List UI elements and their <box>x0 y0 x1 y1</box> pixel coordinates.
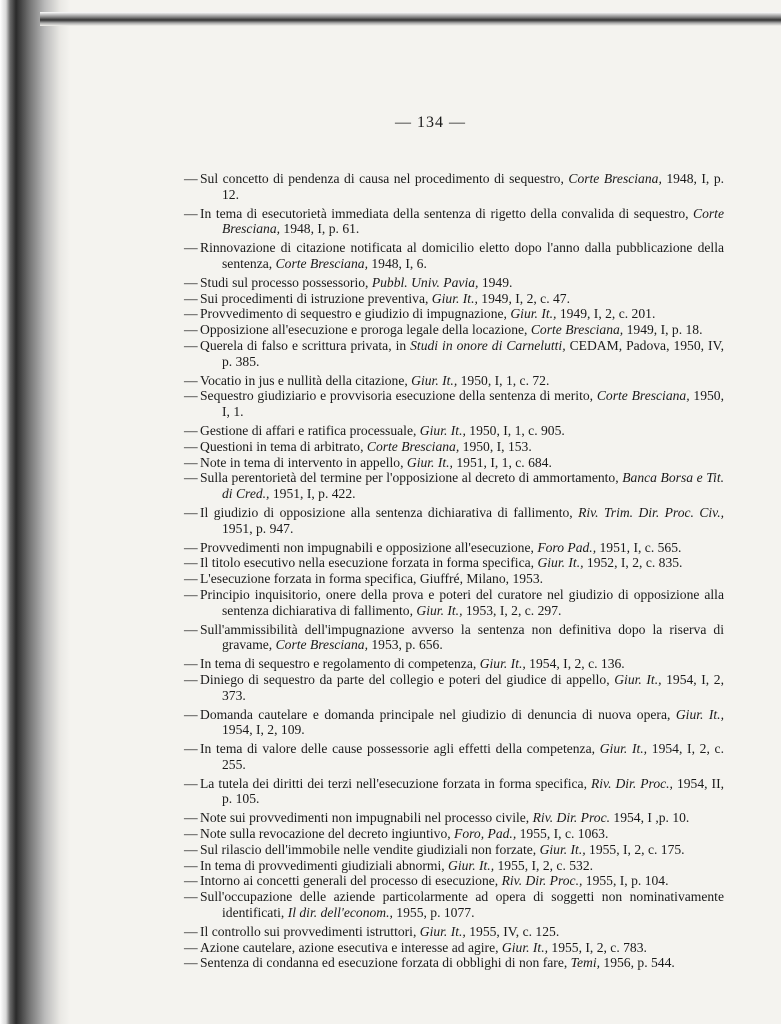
bibliography-entry <box>184 439 724 455</box>
bibliography-entry <box>184 171 724 203</box>
entry-text: Sentenza di condanna ed esecuzione forzata di obblighi di non fare, <box>200 955 571 971</box>
entry-source: Giur. It., <box>411 372 458 388</box>
entry-text: Sull'occupazione delle aziende particolarmente ad opera di soggetti non nominativamente identificati, <box>200 889 724 921</box>
entry-text: 1952, I, 2, c. 835. <box>583 555 683 571</box>
entry-text: 1949, I, p. 18. <box>623 322 703 338</box>
entry-source: Riv. Trim. Dir. Proc. Civ., <box>578 504 725 520</box>
entry-text: In tema di provvedimenti giudiziali abnormi, <box>200 857 449 873</box>
entry-source: Pubbl. Univ. Pavia, <box>371 274 479 290</box>
bibliography-entry <box>184 924 724 940</box>
bibliography-entry <box>184 955 724 971</box>
entry-dash: — <box>184 555 198 571</box>
entry-dash: — <box>184 539 198 555</box>
entry-text: Intorno ai concetti generali del processo di esecuzione, <box>200 873 502 889</box>
entry-text: 1954, I, 2, 109. <box>222 722 305 738</box>
entry-text: Il giudizio di opposizione alla sentenza dichiarativa di fallimento, <box>200 504 579 520</box>
entry-text: 1951, I, p. 422. <box>269 486 356 502</box>
entry-source: Foro Pad., <box>537 539 597 555</box>
entry-text: 1954, I, 2, c. 255. <box>222 741 724 772</box>
entry-text: In tema di valore delle cause possessorie agli effetti della competenza, <box>200 741 600 757</box>
entry-dash: — <box>184 656 198 672</box>
bibliography-list <box>184 171 724 971</box>
entry-text: Opposizione all'esecuzione e proroga legale della locazione, <box>200 322 531 338</box>
entry-source: Giur. It., <box>479 656 526 672</box>
entry-source: Riv. Dir. Proc. <box>532 810 611 826</box>
entry-text: In tema di sequestro e regolamento di competenza, <box>200 656 480 672</box>
entry-dash: — <box>184 571 198 587</box>
entry-dash: — <box>184 775 198 791</box>
scan-top-edge <box>40 12 781 26</box>
entry-dash: — <box>184 205 198 221</box>
entry-text: In tema di esecutorietà immediata della sentenza di rigetto della convalida di sequestro, <box>200 205 694 221</box>
entry-text: 1955, I, 2, c. 532. <box>494 857 594 873</box>
entry-source: Corte Bresciana, <box>275 637 368 653</box>
entry-text: Sui procedimenti di istruzione preventiva, <box>200 290 432 306</box>
entry-source: Riv. Dir. Proc., <box>501 873 583 889</box>
entry-dash: — <box>184 171 198 186</box>
entry-source: Giur. It., <box>599 741 648 757</box>
entry-source: Riv. Dir. Proc., <box>590 775 673 791</box>
entry-dash: — <box>184 470 198 486</box>
entry-text: Provvedimento di sequestro e giudizio di impugnazione, <box>200 306 511 322</box>
entry-dash: — <box>184 671 198 687</box>
entry-text: 1955, I, p. 104. <box>582 873 669 889</box>
bibliography-entry <box>184 810 724 826</box>
entry-dash: — <box>184 290 198 306</box>
bibliography-entry <box>184 505 724 537</box>
entry-source: Foro, Pad., <box>454 826 517 842</box>
entry-text: 1949, I, 2, c. 47. <box>477 290 570 306</box>
entry-text: Principio inquisitorio, onere della prova e poteri del curatore nel giudizio di opposizione alla sentenza dichiarativa di fallimento, <box>200 586 724 618</box>
entry-text: Provvedimenti non impugnabili e opposizione all'esecuzione, <box>200 539 538 555</box>
bibliography-entry <box>184 275 724 291</box>
entry-source: Giur. It., <box>510 306 557 322</box>
entry-dash: — <box>184 841 198 857</box>
entry-text: 1954, I ,p. 10. <box>610 810 690 826</box>
entry-text: 1950, I, 1, c. 72. <box>457 372 550 388</box>
bibliography-entry <box>184 707 724 739</box>
bibliography-entry <box>184 889 724 921</box>
entry-text: L'esecuzione forzata in forma specifica, Giuffré, Milano, 1953. <box>200 571 544 587</box>
bibliography-entry <box>184 571 724 587</box>
bibliography-entry <box>184 240 724 272</box>
entry-dash: — <box>184 454 198 470</box>
entry-dash: — <box>184 322 198 338</box>
entry-text: Note sui provvedimenti non impugnabili nel processo civile, <box>200 810 533 826</box>
entry-source: Corte Bresciana, <box>530 322 624 338</box>
bibliography-entry <box>184 741 724 773</box>
entry-dash: — <box>184 388 198 404</box>
bibliography-entry <box>184 940 724 956</box>
bibliography-entry <box>184 622 724 654</box>
page-number: — 134 — <box>395 114 466 131</box>
entry-text: CEDAM, Padova, 1950, IV, p. 385. <box>222 337 725 369</box>
bibliography-entry <box>184 555 724 571</box>
entry-text: Sequestro giudiziario e provvisoria esecuzione della sentenza di merito, <box>200 388 597 404</box>
entry-dash: — <box>184 372 198 388</box>
entry-text: 1953, p. 656. <box>367 637 443 653</box>
entry-text: 1950, I, 1. <box>222 388 724 420</box>
bibliography-entry <box>184 306 724 322</box>
entry-text: Sul rilascio dell'immobile nelle vendite giudiziali non forzate, <box>200 841 540 857</box>
entry-text: Note sulla revocazione del decreto ingiuntivo, <box>200 826 455 842</box>
entry-text: Questioni in tema di arbitrato, <box>200 438 367 454</box>
entry-dash: — <box>184 274 198 290</box>
entry-text: Azione cautelare, azione esecutiva e interesse ad agire, <box>200 939 502 955</box>
bibliography-entry <box>184 388 724 420</box>
entry-text: 1950, I, 1, c. 905. <box>465 422 565 438</box>
entry-source: Corte Bresciana, <box>222 205 724 237</box>
entry-text: Sul concetto di pendenza di causa nel procedimento di sequestro, <box>200 171 569 186</box>
entry-text: Studi sul processo possessorio, <box>200 274 372 290</box>
bibliography-entry <box>184 206 724 238</box>
entry-text: Il controllo sui provvedimenti istruttori, <box>200 923 420 939</box>
entry-source: Corte Bresciana, <box>568 171 662 186</box>
entry-text: Sull'ammissibilità dell'impugnazione avverso la sentenza non definitiva dopo la riserva di gravame, <box>200 621 724 653</box>
entry-text: 1954, II, p. 105. <box>222 775 724 807</box>
entry-text: 1953, I, 2, c. 297. <box>462 602 562 618</box>
entry-dash: — <box>184 873 198 889</box>
entry-source: Temi, <box>570 955 601 971</box>
bibliography-entry <box>184 373 724 389</box>
entry-text: 1954, I, 2, c. 136. <box>525 656 625 672</box>
entry-text: 1951, I, 1, c. 684. <box>452 454 552 470</box>
entry-source: Giur. It., <box>448 857 495 873</box>
entry-text: 1956, p. 544. <box>600 955 675 971</box>
entry-text: Rinnovazione di citazione notificata al domicilio eletto dopo l'anno dalla pubblicazione della sentenza, <box>200 240 724 271</box>
entry-dash: — <box>184 586 198 602</box>
entry-source: Il dir. dell'econom., <box>287 905 393 921</box>
entry-source: Studi in onore di Carnelutti, <box>410 337 566 353</box>
entry-dash: — <box>184 955 198 971</box>
entry-source: Corte Bresciana, <box>275 255 368 271</box>
entry-text: 1955, I, 2, c. 175. <box>585 841 685 857</box>
entry-dash: — <box>184 504 198 520</box>
bibliography-entry <box>184 423 724 439</box>
bibliography-entry <box>184 672 724 704</box>
bibliography-entry <box>184 826 724 842</box>
entry-text: 1948, I, p. 12. <box>222 171 725 202</box>
entry-source: Giur. It., <box>501 939 548 955</box>
entry-text: 1950, I, 153. <box>459 438 532 454</box>
entry-source: Giur. It., <box>419 422 466 438</box>
entry-source: Giur. It., <box>416 602 463 618</box>
entry-text: Vocatio in jus e nullità della citazione, <box>200 372 412 388</box>
bibliography-entry <box>184 842 724 858</box>
entry-source: Giur. It., <box>675 706 724 722</box>
bibliography-entry <box>184 858 724 874</box>
entry-text: Querela di falso e scrittura privata, in <box>200 337 411 353</box>
bibliography-entry <box>184 587 724 619</box>
entry-dash: — <box>184 741 198 757</box>
entry-text: 1951, p. 947. <box>222 520 294 536</box>
entry-text: 1948, I, 6. <box>367 255 427 271</box>
entry-dash: — <box>184 422 198 438</box>
entry-source: Banca Borsa e Tit. di Cred., <box>222 470 725 502</box>
entry-text: 1955, I, 2, c. 783. <box>548 939 647 955</box>
entry-source: Giur. It., <box>614 671 662 687</box>
entry-source: Giur. It., <box>539 841 586 857</box>
entry-source: Giur. It., <box>537 555 584 571</box>
entry-text: 1949. <box>478 274 513 290</box>
entry-text: 1955, p. 1077. <box>392 905 475 921</box>
entry-dash: — <box>184 810 198 826</box>
bibliography-entry <box>184 291 724 307</box>
scan-left-edge <box>0 0 70 1024</box>
entry-dash: — <box>184 337 198 353</box>
bibliography-entry <box>184 455 724 471</box>
entry-text: Sulla perentorietà del termine per l'opposizione al decreto di ammortamento, <box>200 470 623 486</box>
entry-text: 1948, I, p. 61. <box>280 221 360 237</box>
entry-dash: — <box>184 889 198 905</box>
entry-source: Giur. It., <box>431 290 478 306</box>
bibliography-entry <box>184 656 724 672</box>
entry-dash: — <box>184 706 198 722</box>
bibliography-entry <box>184 322 724 338</box>
bibliography-entry <box>184 470 724 502</box>
entry-text: Il titolo esecutivo nella esecuzione forzata in forma specifica, <box>200 555 538 571</box>
entry-dash: — <box>184 306 198 322</box>
entry-text: 1955, IV, c. 125. <box>465 923 560 939</box>
entry-text: 1954, I, 2, 373. <box>222 671 724 703</box>
entry-text: Domanda cautelare e domanda principale nel giudizio di denuncia di nuova opera, <box>200 706 676 722</box>
entry-dash: — <box>184 857 198 873</box>
entry-text: Note in tema di intervento in appello, <box>200 454 407 470</box>
bibliography-entry <box>184 873 724 889</box>
entry-text: 1949, I, 2, c. 201. <box>556 306 656 322</box>
entry-source: Giur. It., <box>419 923 466 939</box>
entry-text: 1951, I, c. 565. <box>596 539 682 555</box>
bibliography-entry <box>184 540 724 556</box>
entry-dash: — <box>184 438 198 454</box>
entry-dash: — <box>184 621 198 637</box>
entry-text: 1955, I, c. 1063. <box>516 826 609 842</box>
entry-text: La tutela dei diritti dei terzi nell'esecuzione forzata in forma specifica, <box>200 775 591 791</box>
entry-source: Corte Bresciana, <box>596 388 690 404</box>
bibliography-entry <box>184 338 724 370</box>
entry-dash: — <box>184 923 198 939</box>
entry-dash: — <box>184 826 198 842</box>
entry-source: Giur. It., <box>406 454 453 470</box>
bibliography-entry <box>184 776 724 808</box>
entry-source: Corte Bresciana, <box>366 438 460 454</box>
entry-dash: — <box>184 240 198 256</box>
entry-text: Diniego di sequestro da parte del collegio e poteri del giudice di appello, <box>200 671 615 687</box>
entry-dash: — <box>184 939 198 955</box>
entry-text: Gestione di affari e ratifica processuale, <box>200 422 420 438</box>
